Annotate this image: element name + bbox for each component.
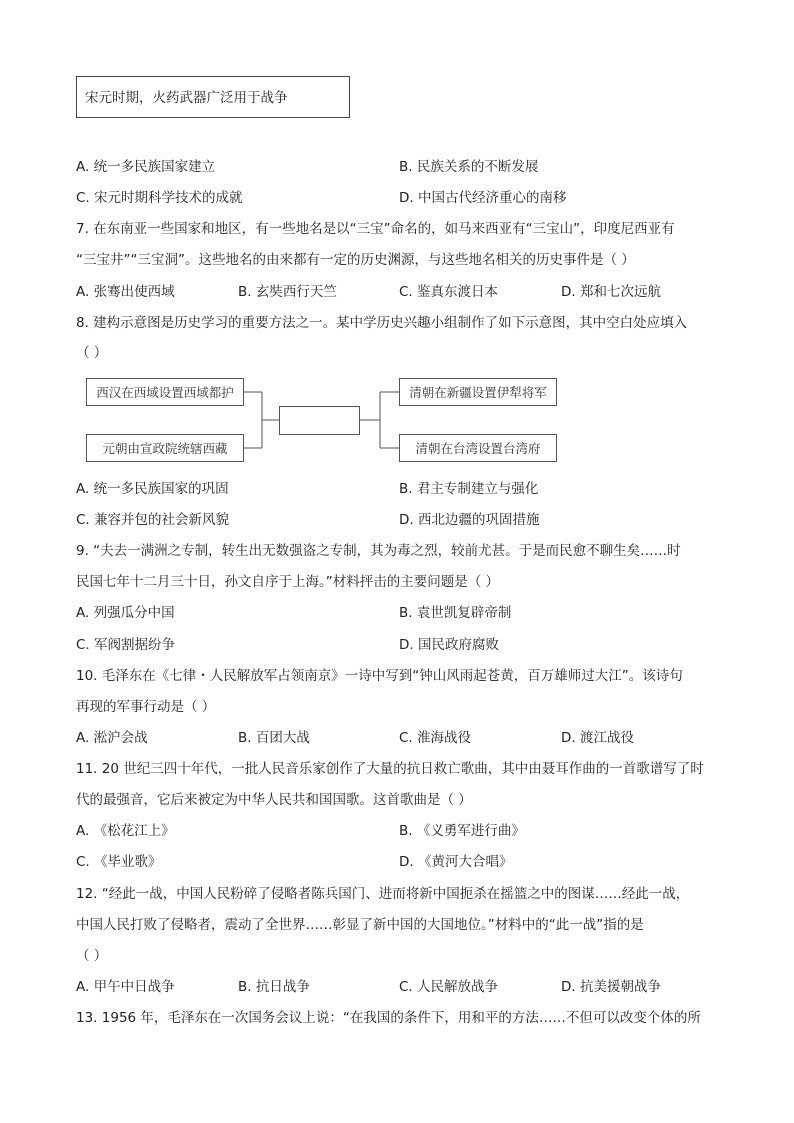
q11-option-a[interactable]: A. 《松花江上》 [76,823,175,839]
q9-option-b[interactable]: B. 袁世凯复辟帝制 [399,605,512,621]
material-box [76,76,350,118]
q10-option-c[interactable]: C. 淮海战役 [399,730,472,746]
q10-option-d[interactable]: D. 渡江战役 [561,730,634,746]
q12-option-b[interactable]: B. 抗日战争 [238,979,310,995]
q9-option-c[interactable]: C. 军阀割据纷争 [76,637,176,653]
diagram-box-right-bottom: 清朝在台湾设置台湾府 [399,434,557,462]
q8-stem-line1: 8. 建构示意图是历史学习的重要方法之一。某中学历史兴趣小组制作了如下示意图，其中空白处应填入 [76,315,688,331]
q12-stem-line2: 中国人民打败了侵略者，震动了全世界……彰显了新中国的大国地位。”材料中的“此一战”指的是 [76,917,644,933]
q8-option-b[interactable]: B. 君主专制建立与强化 [399,481,539,497]
q10-stem-line1: 10. 毛泽东在《七律・人民解放军占领南京》一诗中写到“钟山风雨起苍黄，百万雄师过大江”。该诗句 [76,668,683,684]
q6-option-b[interactable]: B. 民族关系的不断发展 [399,159,539,175]
q7-option-b[interactable]: B. 玄奘西行天竺 [238,284,337,300]
q6-option-d[interactable]: D. 中国古代经济重心的南移 [399,190,567,206]
q10-option-a[interactable]: A. 淞沪会战 [76,730,148,746]
q11-stem-line1: 11. 20 世纪三四十年代，一批人民音乐家创作了大量的抗日救亡歌曲，其中由聂耳作曲的一首歌谱写了时 [76,761,704,777]
q13-stem-line1: 13. 1956 年，毛泽东在一次国务会议上说：“在我国的条件下，用和平的方法……不但可以改变个体的所 [76,1010,701,1026]
diagram-box-left-bottom: 元朝由宣政院统辖西藏 [86,434,244,462]
q12-option-c[interactable]: C. 人民解放战争 [399,979,499,995]
diagram-box-center-blank [279,406,360,435]
q7-option-a[interactable]: A. 张骞出使西域 [76,284,175,300]
q12-stem-line3: （ ） [76,948,108,964]
q6-option-c[interactable]: C. 宋元时期科学技术的成就 [76,190,243,206]
q7-option-c[interactable]: C. 鉴真东渡日本 [399,284,499,300]
q11-option-c[interactable]: C. 《毕业歌》 [76,854,162,870]
q8-option-d[interactable]: D. 西北边疆的巩固措施 [399,512,540,528]
q8-stem-line2: （ ） [76,345,108,361]
q8-option-c[interactable]: C. 兼容并包的社会新风貌 [76,512,230,528]
q10-option-b[interactable]: B. 百团大战 [238,730,310,746]
q9-option-d[interactable]: D. 国民政府腐败 [399,637,499,653]
diagram-box-right-top: 清朝在新疆设置伊犁将军 [399,378,557,406]
q8-option-a[interactable]: A. 统一多民族国家的巩固 [76,481,229,497]
q7-stem-line1: 7. 在东南亚一些国家和地区，有一些地名是以“三宝”命名的，如马来西亚有“三宝山”，印度尼西亚有 [76,221,675,237]
q11-stem-line2: 代的最强音，它后来被定为中华人民共和国国歌。这首歌曲是（ ） [76,792,472,808]
q9-option-a[interactable]: A. 列强瓜分中国 [76,605,175,621]
q10-stem-line2: 再现的军事行动是（ ） [76,699,216,715]
q12-stem-line1: 12. “经此一战，中国人民粉碎了侵略者陈兵国门、进而将新中国扼杀在摇篮之中的图谋……经此一战， [76,886,690,902]
q7-stem-line2: “三宝井”“三宝洞”。这些地名的由来都有一定的历史渊源，与这些地名相关的历史事件是（ ） [76,252,635,268]
q11-option-d[interactable]: D. 《黄河大合唱》 [399,854,513,870]
q9-stem-line1: 9. “夫去一满洲之专制，转生出无数强盗之专制，其为毒之烈，较前尤甚。于是而民愈不聊生矣……时 [76,543,681,559]
q12-option-a[interactable]: A. 甲午中日战争 [76,979,175,995]
q7-option-d[interactable]: D. 郑和七次远航 [561,284,661,300]
q6-option-a[interactable]: A. 统一多民族国家建立 [76,159,216,175]
material-text: 宋元时期，火药武器广泛用于战争 [85,90,288,106]
q9-stem-line2: 民国七年十二月三十日，孙文自序于上海。”材料抨击的主要问题是（ ） [76,574,500,590]
q11-option-b[interactable]: B. 《义勇军进行曲》 [399,823,525,839]
diagram-box-left-top: 西汉在西域设置西域都护 [86,378,244,406]
q12-option-d[interactable]: D. 抗美援朝战争 [561,979,661,995]
